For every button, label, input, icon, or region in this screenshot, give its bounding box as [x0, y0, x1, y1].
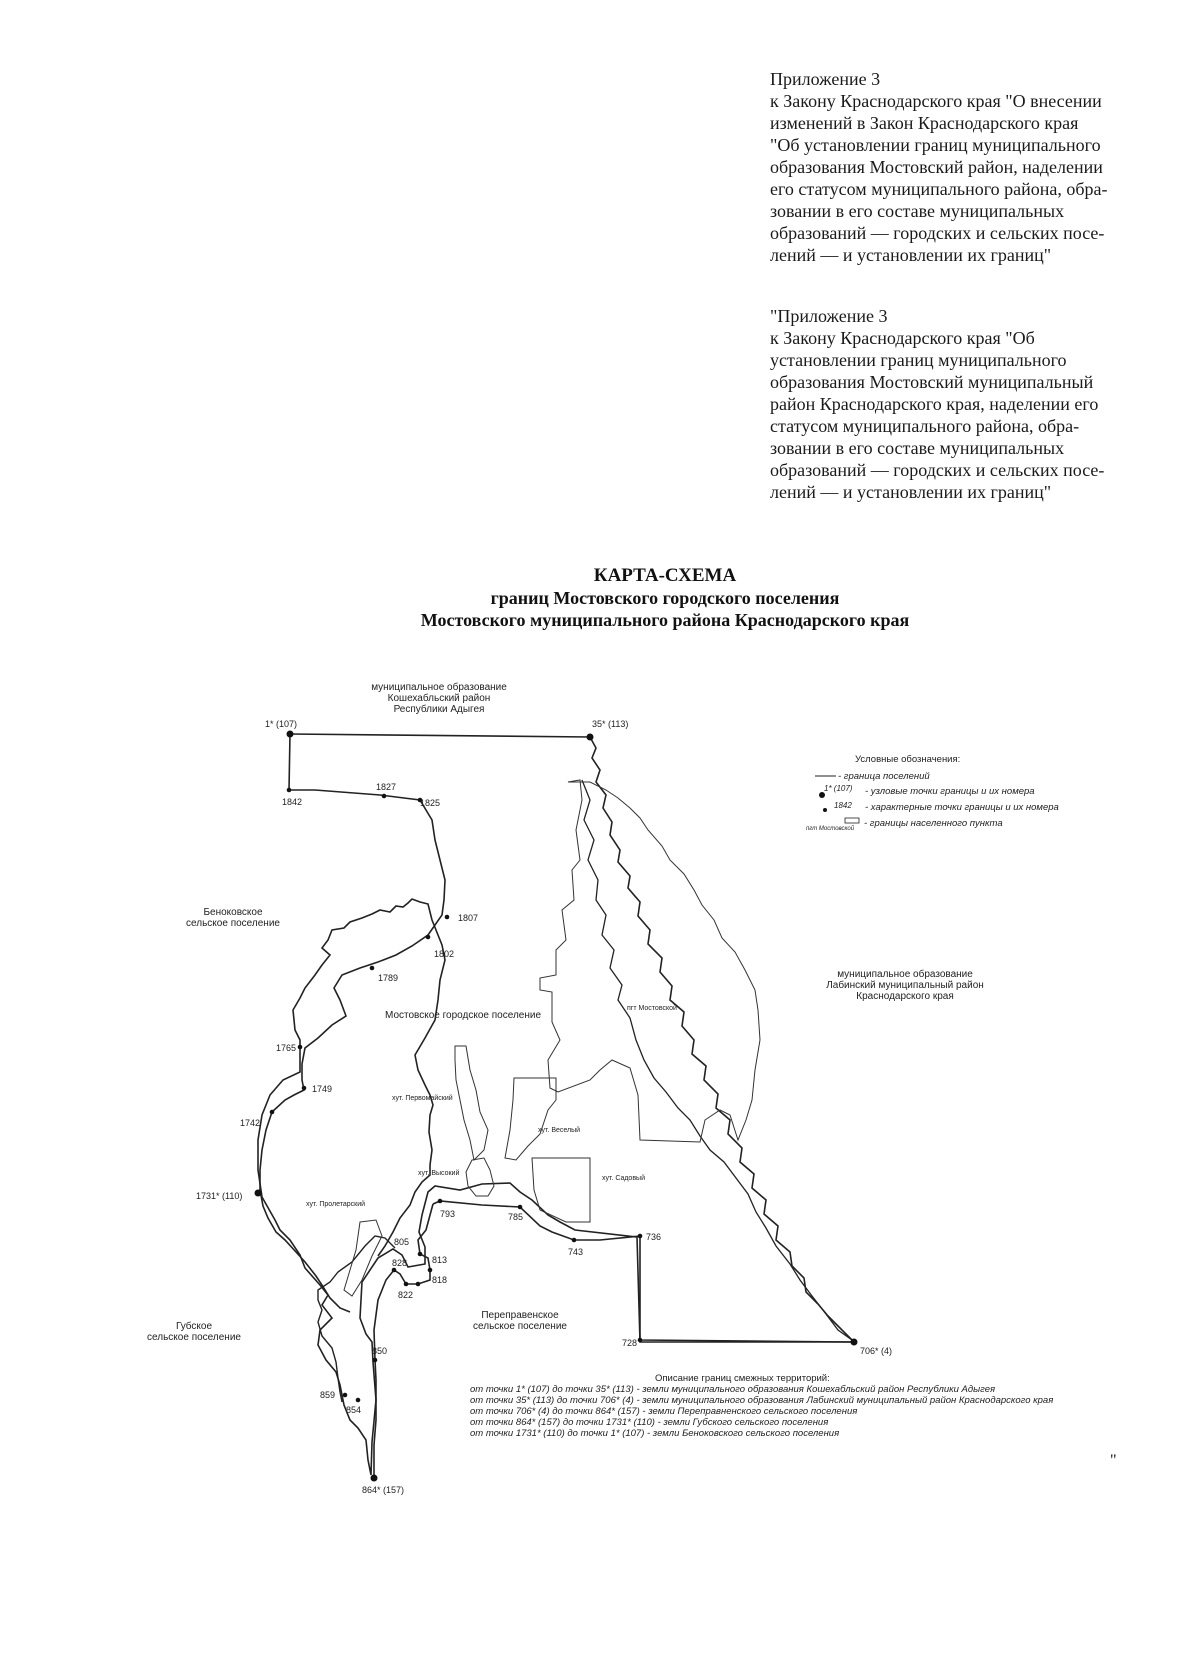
village-boundary-sadovy [532, 1158, 590, 1222]
appendix-line: лений — и установлении их границ" [770, 482, 1052, 502]
char-point-813 [428, 1268, 433, 1273]
legend [806, 754, 1059, 832]
point-label: 1* (107) [265, 719, 298, 729]
point-label: 1802 [434, 949, 455, 959]
description-line: от точки 35* (113) до точки 706* (4) - земли муниципального образования Лабинский муниципальный район Краснодарского края [470, 1395, 1054, 1406]
svg-text:Перепрaвенское: Перепрaвенское [481, 1310, 559, 1321]
point-label: 805 [394, 1237, 410, 1247]
point-label: 35* (113) [592, 719, 629, 729]
river-boundary [318, 1236, 395, 1402]
village-label-proletarsky: хут. Пролетарский [306, 1201, 366, 1208]
svg-text:Республики Адыгея: Республики Адыгея [393, 704, 485, 715]
node-point-1 [287, 731, 294, 738]
village-label-pervomaisky: хут. Первомайский [392, 1095, 453, 1102]
char-point-1765 [298, 1045, 303, 1050]
char-point-1842 [287, 788, 292, 793]
svg-text:муниципальное образование: муниципальное образование [837, 969, 973, 980]
legend-item: - границы населенного пункта [864, 818, 1003, 829]
node-point-706 [851, 1339, 858, 1346]
svg-text:сельское поселение: сельское поселение [147, 1332, 241, 1343]
char-point-859 [343, 1393, 348, 1398]
point-label: 864* (157) [362, 1485, 405, 1495]
legend-sample-point: 1842 [834, 801, 852, 810]
closing-quote: " [1110, 1452, 1117, 1469]
svg-text:Краснодарского края: Краснодарского края [856, 991, 954, 1002]
appendix-line: статусом муниципального района, обра- [770, 416, 1080, 436]
svg-text:Кошехабльский район: Кошехабльский район [387, 693, 491, 704]
char-point-1807 [445, 915, 450, 920]
village-label-vysoky: хут. Высокий [418, 1170, 460, 1177]
point-label: 706* (4) [860, 1346, 893, 1356]
char-point-793 [438, 1199, 443, 1204]
river-line [582, 780, 852, 1340]
point-label: 818 [432, 1275, 448, 1285]
appendix-line: образования Мостовский муниципальный [770, 372, 1094, 392]
appendix-line: к Закону Краснодарского края "Об [770, 328, 1035, 348]
settlement-boundary [258, 734, 854, 1475]
point-label: 1742 [240, 1118, 261, 1128]
point-label: 1731* (110) [196, 1191, 243, 1201]
node-point-35 [587, 734, 594, 741]
point-label: 1749 [312, 1084, 333, 1094]
appendix-line: "Об установлении границ муниципального [770, 135, 1101, 155]
node-point-1731 [255, 1190, 262, 1197]
point-label: 1765 [276, 1043, 297, 1053]
char-point-1802 [426, 935, 431, 940]
point-label: 1842 [282, 797, 303, 807]
neighbor-southwest-label [147, 1320, 241, 1343]
village-boundary-vesely [505, 1078, 556, 1160]
point-label: 813 [432, 1255, 448, 1265]
legend-item: - узловые точки границы и их номера [865, 786, 1035, 797]
char-point-854 [356, 1398, 361, 1403]
point-label: 828 [392, 1258, 408, 1268]
point-label: 850 [372, 1346, 388, 1356]
neighbor-west-label [186, 907, 280, 929]
village-boundary-vysoky [466, 1158, 494, 1196]
map-title-line-1: КАРТА-СХЕМА [593, 565, 737, 586]
point-label: 1807 [458, 913, 479, 923]
legend-sample-town: пгт Мостовской [806, 826, 855, 832]
point-label: 736 [646, 1232, 662, 1242]
appendix-line: изменений в Закон Краснодарского края [770, 113, 1079, 133]
node-point-864 [371, 1475, 378, 1482]
map-title-line-3: Мостовского муниципального района Краснодарского края [420, 610, 910, 630]
appendix-line: Приложение 3 [770, 69, 881, 89]
char-point-785 [518, 1205, 523, 1210]
char-point-1827 [382, 794, 387, 799]
appendix-line: образований — городских и сельских посе- [770, 460, 1105, 480]
appendix-line: установлении границ муниципального [770, 350, 1067, 370]
point-label: 1789 [378, 973, 399, 983]
svg-text:Губское: Губское [175, 1321, 213, 1332]
svg-text:муниципальное образование: муниципальное образование [371, 682, 507, 693]
char-point-822 [404, 1282, 409, 1287]
legend-item: - граница поселений [838, 771, 930, 782]
description-line: от точки 1731* (110) до точки 1* (107) - земли Беноковского сельского поселения [470, 1428, 840, 1439]
village-label-sadovy: хут. Садовый [602, 1175, 645, 1182]
description-title: Описание границ смежных территорий: [655, 1373, 830, 1384]
appendix-line: "Приложение 3 [770, 306, 888, 326]
point-label: 1827 [376, 782, 397, 792]
char-point-1749 [302, 1086, 307, 1091]
town-name-label: пгт Мостовской [627, 1005, 677, 1012]
legend-item: - характерные точки границы и их номера [865, 802, 1059, 813]
neighbor-north-label [371, 681, 507, 715]
village-boundary-proletarsky [344, 1220, 382, 1296]
char-point-850 [373, 1358, 378, 1363]
legend-point-icon [823, 808, 827, 812]
svg-text:Лабинский муниципальный район: Лабинский муниципальный район [826, 980, 984, 991]
point-label: 785 [508, 1212, 524, 1222]
appendix-line: лений — и установлении их границ" [770, 245, 1052, 265]
svg-text:сельское поселение: сельское поселение [186, 918, 280, 929]
appendix-line: зовании в его составе муниципальных [770, 438, 1065, 458]
appendix-line: зовании в его составе муниципальных [770, 201, 1065, 221]
map-title-line-2: границ Мостовского городского поселения [490, 588, 840, 608]
adjacent-territories-description [470, 1373, 1053, 1439]
neighbor-east-label [826, 968, 984, 1002]
point-label: 1825 [420, 798, 441, 808]
legend-town-icon [845, 818, 859, 823]
appendix-line: район Краснодарского края, наделении его [770, 394, 1099, 414]
legend-sample-node: 1* (107) [824, 784, 853, 793]
neighbor-south-label [473, 1310, 567, 1332]
appendix-line: его статусом муниципального района, обра- [770, 179, 1108, 199]
point-label: 743 [568, 1247, 584, 1257]
description-line: от точки 706* (4) до точки 864* (157) - земли Переправненского сельского поселения [470, 1406, 858, 1417]
char-point-805 [418, 1252, 423, 1257]
point-label: 728 [622, 1338, 638, 1348]
point-label: 859 [320, 1390, 336, 1400]
appendix-line: образования Мостовский район, наделении [770, 157, 1103, 177]
description-line: от точки 1* (107) до точки 35* (113) - земли муниципального образования Кошехабльский район Республики Адыгея [470, 1384, 996, 1395]
svg-text:сельское поселение: сельское поселение [473, 1321, 567, 1332]
appendix-line: образований — городских и сельских посе- [770, 223, 1105, 243]
description-line: от точки 864* (157) до точки 1731* (110) - земли Губского сельского поселения [470, 1417, 829, 1428]
char-point-728 [638, 1338, 643, 1343]
char-point-818 [416, 1282, 421, 1287]
village-label-vesely: хут. Веселый [538, 1127, 581, 1134]
town-boundary [540, 780, 760, 1142]
point-label: 854 [346, 1405, 362, 1415]
settlement-name-label: Мостовское городское поселение [385, 1010, 542, 1021]
svg-text:Беноковское: Беноковское [203, 907, 263, 918]
legend-title: Условные обозначения: [855, 754, 961, 765]
char-point-736 [638, 1234, 643, 1239]
village-boundary-pervomaisky [455, 1046, 488, 1160]
char-point-1742 [270, 1110, 275, 1115]
appendix-line: к Закону Краснодарского края "О внесении [770, 91, 1102, 111]
point-label: 793 [440, 1209, 456, 1219]
char-point-743 [572, 1238, 577, 1243]
char-point-1789 [370, 966, 375, 971]
char-point-828 [392, 1268, 397, 1273]
point-label: 822 [398, 1290, 414, 1300]
